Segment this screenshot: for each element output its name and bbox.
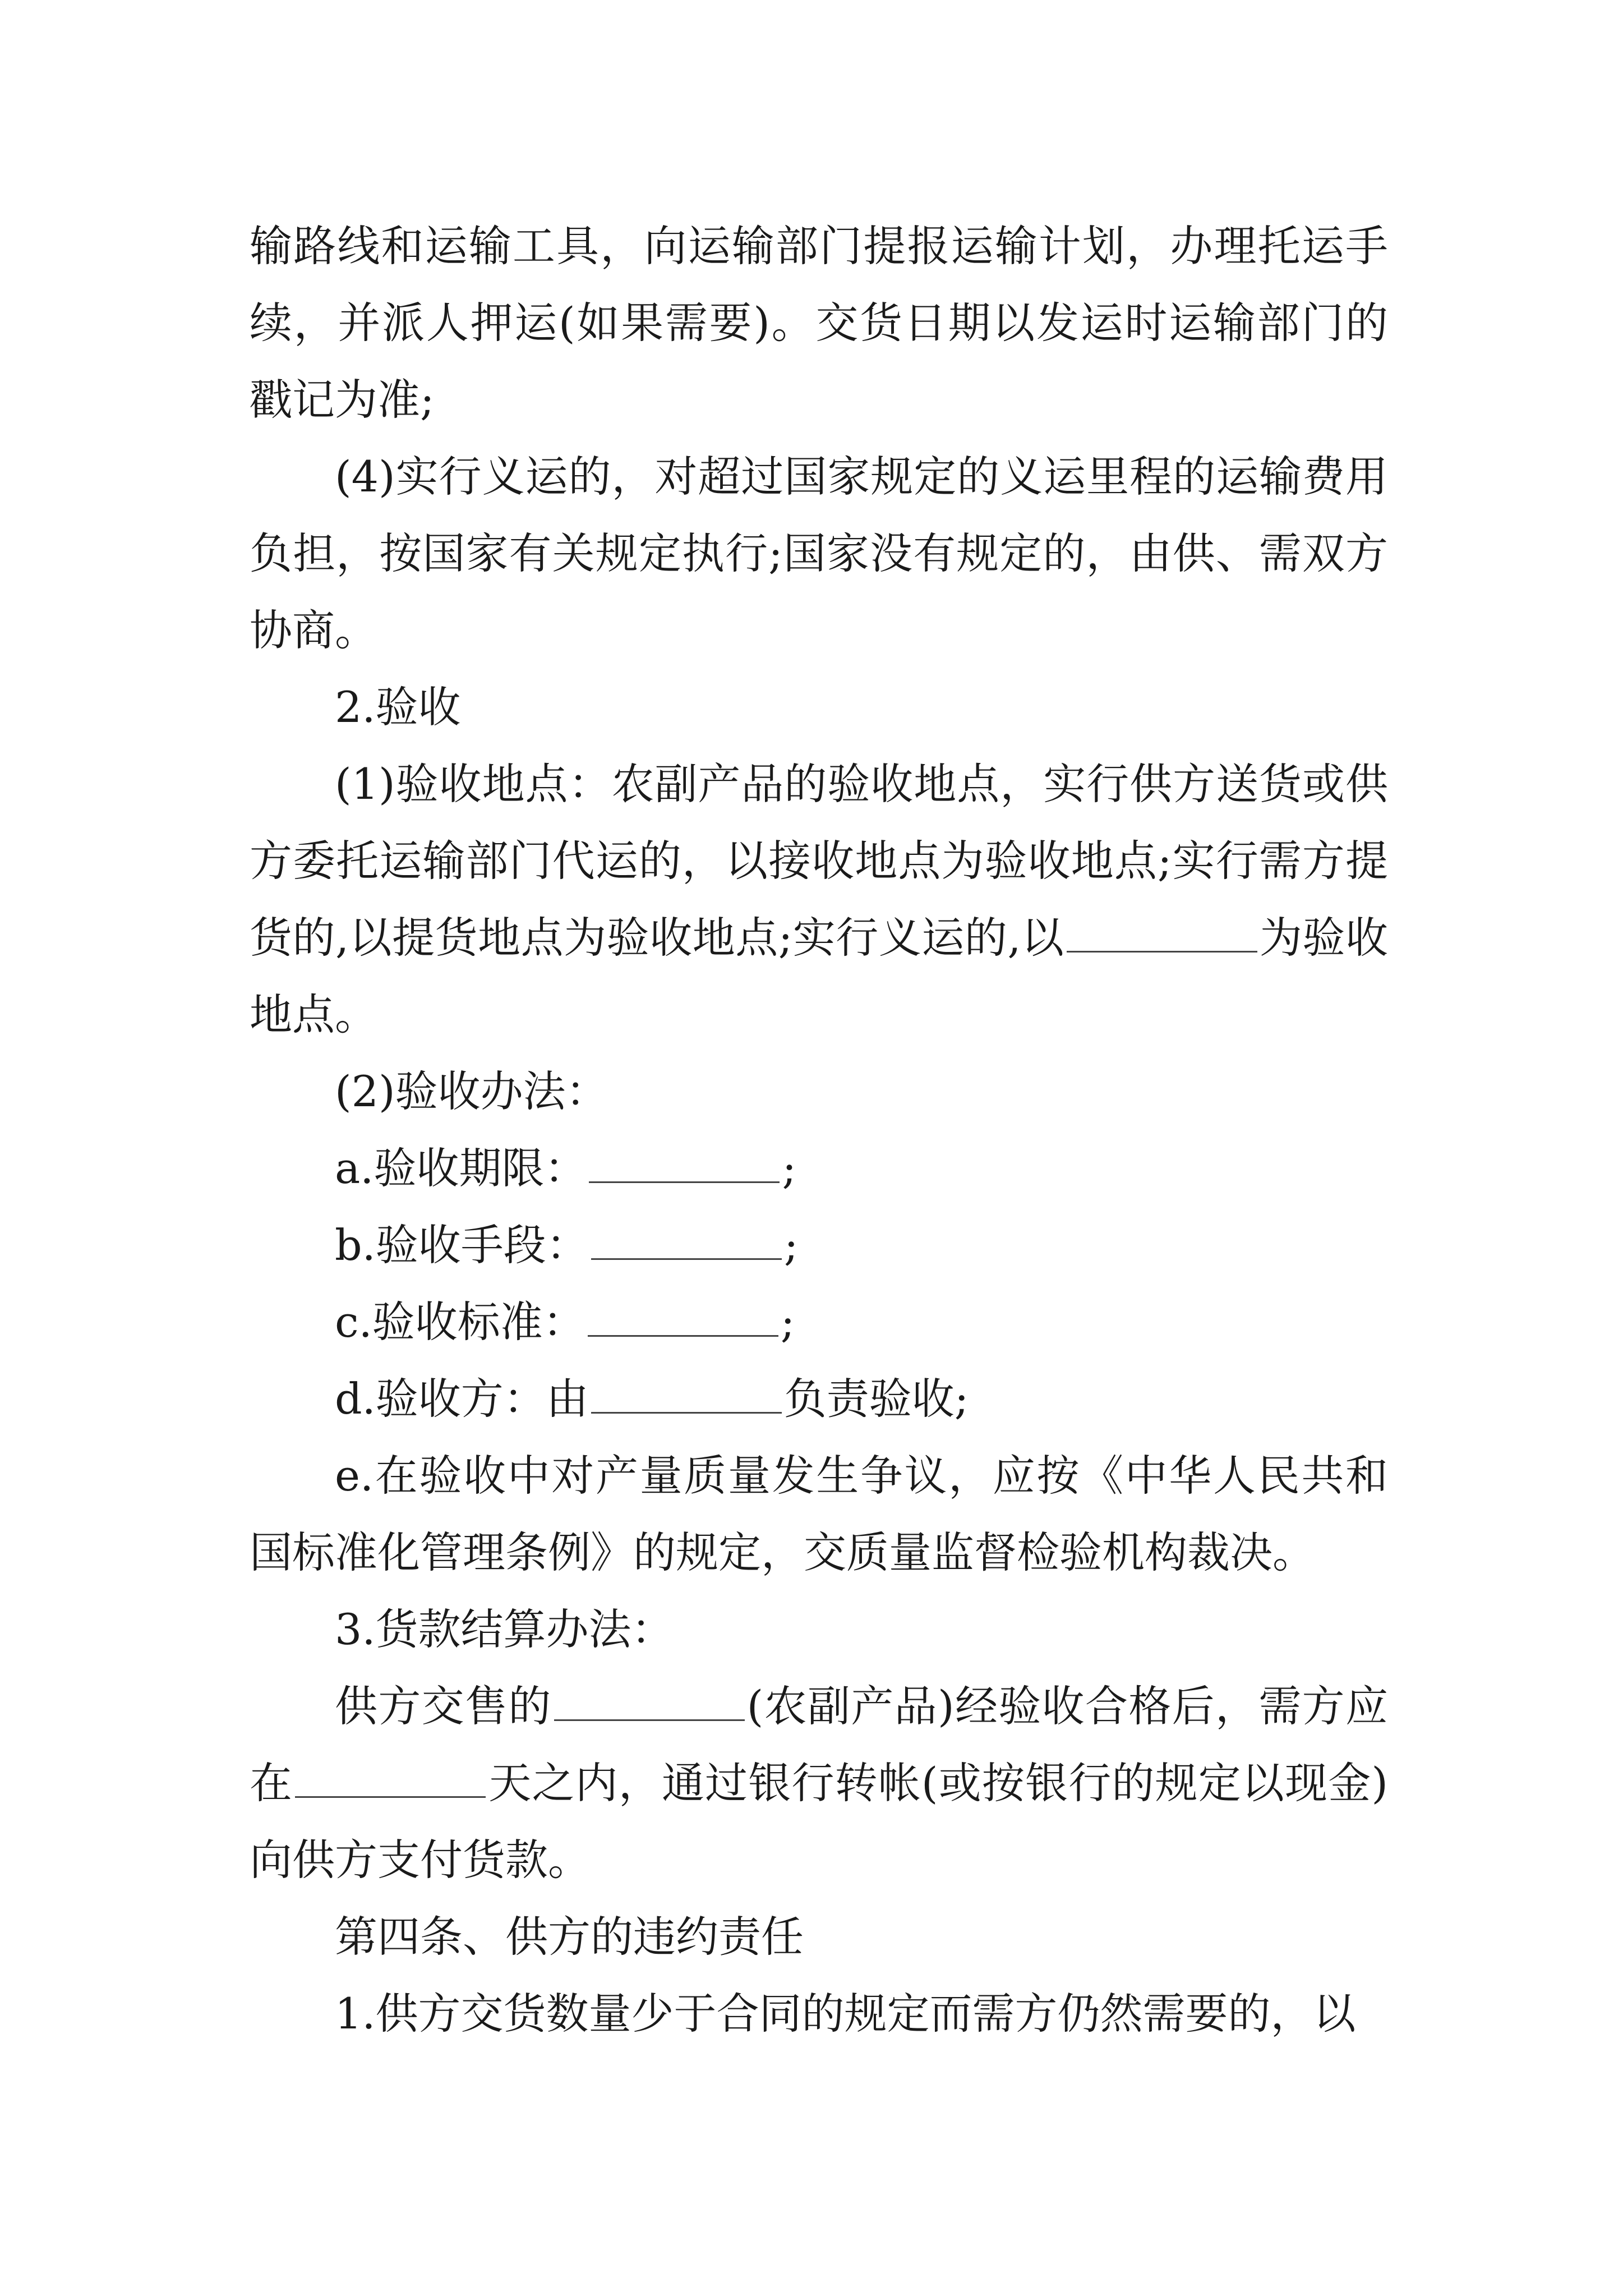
item-acceptance-party: [250, 1360, 1388, 1437]
fill-in-blank-product[interactable]: [554, 1677, 745, 1721]
heading-text: 第四条、供方的违约责任: [335, 1912, 804, 1962]
article-heading-supplier-liability: [250, 1898, 1388, 1975]
item-acceptance-means: [250, 1207, 1388, 1283]
item-acceptance-standard: [250, 1283, 1388, 1360]
paragraph-text: (2)验收办法：: [335, 1066, 608, 1116]
paragraph-text: (1)验收地点：农副产品的验收地点，实行供方送货或供方委托运输部门代运的，以接收地点为验收地点;实行需方提货的,以提货地点为验收地点;实行义运的,以: [250, 759, 1388, 963]
fill-in-blank-means[interactable]: [591, 1216, 782, 1260]
fill-in-blank-days[interactable]: [295, 1754, 486, 1798]
item-acceptance-period: [250, 1130, 1388, 1207]
item-label: d.验收方：由: [335, 1374, 589, 1424]
item-label: b.验收手段：: [335, 1220, 589, 1270]
fill-in-blank-period[interactable]: [589, 1139, 780, 1183]
item-suffix: 负责验收;: [783, 1374, 969, 1424]
paragraph-text: 天之内，通过银行转帐(或按银行的规定以现金)向供方支付货款。: [250, 1758, 1388, 1885]
paragraph-text: 1.供方交货数量少于合同的规定而需方仍然需要的，以: [335, 1989, 1356, 2039]
item-suffix: ;: [780, 1297, 795, 1347]
paragraph-transport-arrangement: [250, 208, 1388, 438]
paragraph-text: (4)实行义运的，对超过国家规定的义运里程的运输费用负担，按国家有关规定执行;国家没有规定的，由供、需双方协商。: [250, 452, 1388, 655]
fill-in-blank-party[interactable]: [591, 1369, 782, 1414]
section-heading-payment: [250, 1591, 1388, 1668]
item-suffix: ;: [782, 1143, 797, 1193]
paragraph-acceptance-method: [250, 1053, 1388, 1130]
heading-text: 2.验收: [335, 682, 461, 732]
item-label: c.验收标准：: [335, 1297, 585, 1347]
item-suffix: ;: [783, 1220, 799, 1270]
paragraph-text: 为验收地点。: [250, 913, 1389, 1039]
paragraph-text: 供方交售的: [335, 1681, 552, 1731]
fill-in-blank-location[interactable]: [1067, 908, 1257, 953]
paragraph-shortage-liability: [250, 1975, 1388, 2052]
paragraph-text: 输路线和运输工具，向运输部门提报运输计划，办理托运手续，并派人押运(如果需要)。交货日期以发运时运输部门的戳记为准;: [250, 221, 1388, 425]
item-dispute-resolution: [250, 1437, 1388, 1591]
paragraph-payment-terms: [250, 1668, 1388, 1898]
paragraph-free-transport: [250, 438, 1388, 669]
paragraph-text: (农副产品)经验收合格后，需方应在: [250, 1681, 1388, 1808]
paragraph-acceptance-location: [250, 746, 1388, 1053]
paragraph-text: e.在验收中对产量质量发生争议，应按《中华人民共和国标准化管理条例》的规定，交质量监督检验机构裁决。: [250, 1451, 1388, 1577]
item-label: a.验收期限：: [335, 1143, 587, 1193]
section-heading-acceptance: [250, 669, 1388, 746]
heading-text: 3.货款结算办法：: [335, 1604, 674, 1654]
document-body: [250, 208, 1388, 2052]
fill-in-blank-standard[interactable]: [588, 1292, 778, 1337]
